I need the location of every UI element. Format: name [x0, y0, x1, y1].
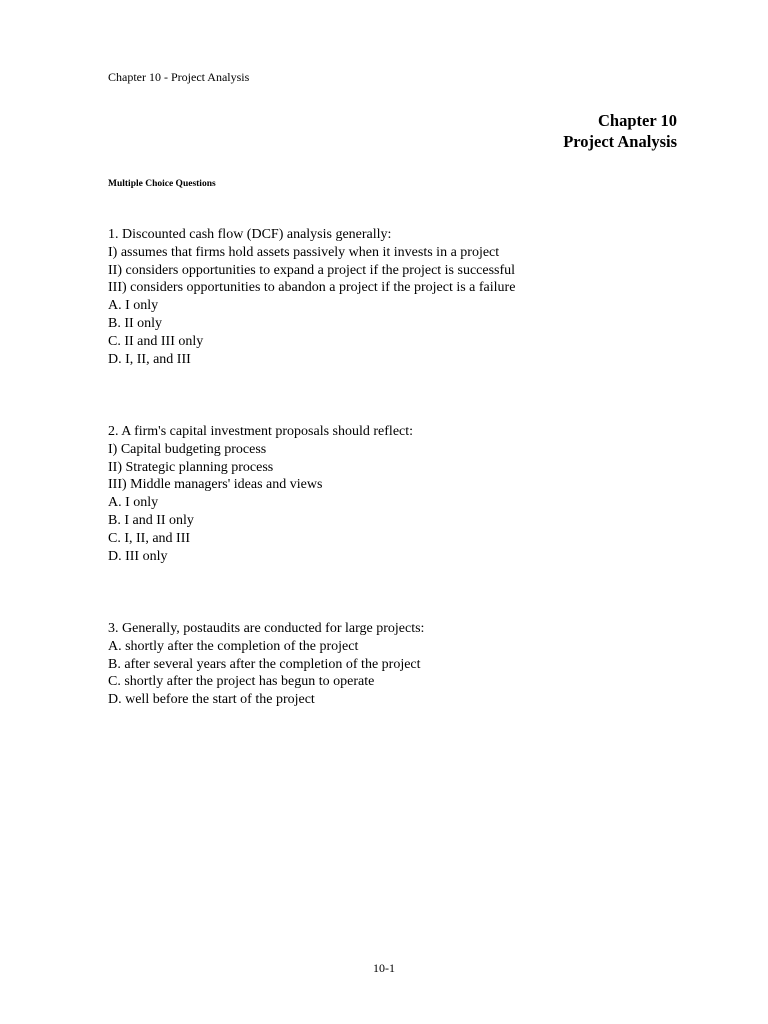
answer-option: D. I, II, and III	[108, 351, 191, 367]
question-stem: 1. Discounted cash flow (DCF) analysis generally:	[108, 227, 392, 242]
question-statement: II) Strategic planning process	[108, 459, 274, 475]
answer-option: A. I only	[108, 298, 159, 314]
question-stem: 2. A firm's capital investment proposals should reflect:	[108, 424, 414, 439]
answer-option: A. I only	[108, 495, 159, 511]
question-3	[108, 620, 424, 709]
question-statement: III) Middle managers' ideas and views	[108, 477, 323, 493]
chapter-number: Chapter 10	[598, 111, 677, 130]
answer-option: D. III only	[108, 548, 168, 564]
page-number: 10-1	[373, 961, 395, 975]
chapter-title: Project Analysis	[563, 132, 677, 151]
question-statement: II) considers opportunities to expand a project if the project is successful	[108, 262, 516, 278]
question-statement: I) assumes that firms hold assets passively when it invests in a project	[108, 244, 500, 260]
answer-option: B. after several years after the completion of the project	[108, 656, 421, 672]
answer-option: D. well before the start of the project	[108, 692, 315, 708]
answer-option: B. I and II only	[108, 512, 194, 528]
answer-option: C. I, II, and III	[108, 530, 191, 546]
answer-option: B. II only	[108, 315, 163, 331]
answer-option: A. shortly after the completion of the project	[108, 638, 359, 654]
answer-option: C. shortly after the project has begun to operate	[108, 674, 375, 690]
chapter-heading	[563, 110, 677, 152]
question-statement: III) considers opportunities to abandon a project if the project is a failure	[108, 280, 516, 296]
question-2	[108, 423, 413, 565]
question-1	[108, 226, 515, 368]
answer-option: C. II and III only	[108, 333, 204, 349]
question-stem: 3. Generally, postaudits are conducted for large projects:	[108, 621, 425, 636]
question-statement: I) Capital budgeting process	[108, 441, 267, 457]
section-label: Multiple Choice Questions	[108, 179, 216, 189]
running-header: Chapter 10 - Project Analysis	[108, 70, 250, 84]
